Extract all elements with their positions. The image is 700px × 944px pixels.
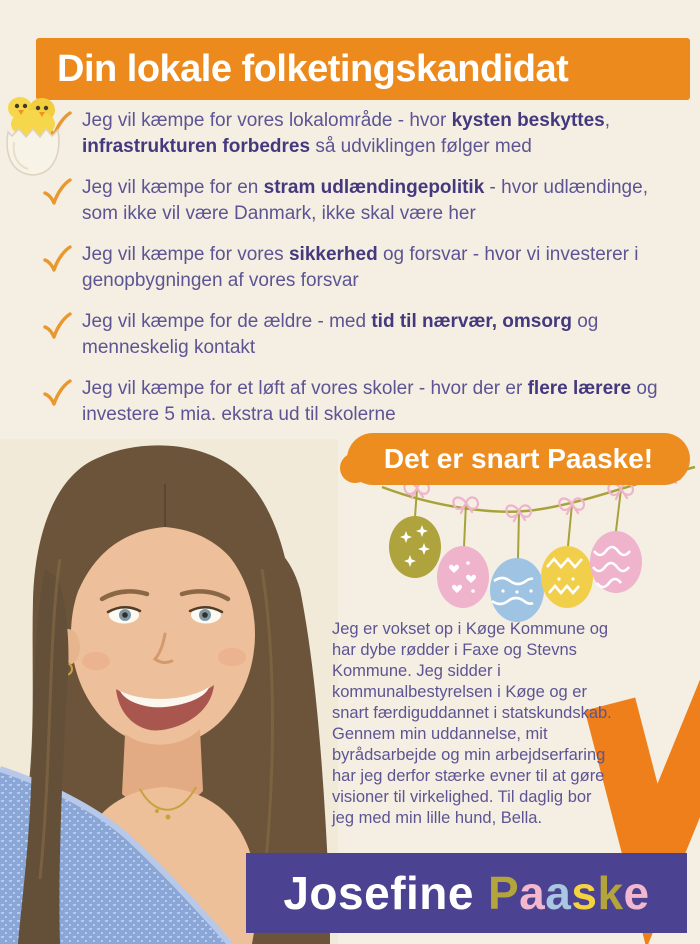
chicks-hatching-egg-icon: [0, 80, 68, 180]
bullet-text: Jeg vil kæmpe for en stram udlændingepolitik - hvor udlændinge, som ikke vil være Danmark, ikke skal være her: [82, 177, 648, 224]
bullet-item: [42, 309, 672, 361]
candidate-name: [283, 866, 649, 920]
egg-hearts-icon: [437, 546, 489, 608]
blush: [218, 648, 246, 666]
headline-banner: [36, 38, 690, 100]
egg-zigzag-icon: [541, 546, 593, 608]
bullet-text: Jeg vil kæmpe for vores lokalområde - hvor kysten beskyttes, infrastrukturen forbedres så udviklingen følger med: [82, 110, 611, 157]
check-icon: [42, 177, 72, 207]
bullet-text: Jeg vil kæmpe for de ældre - med tid til nærvær, omsorg og menneskelig kontakt: [82, 311, 599, 358]
bio-text: Jeg er vokset op i Køge Kommune og har dybe rødder i Faxe og Stevns Kommune. Jeg sidder i kommunalbestyrelsen i Køge og er snart færdiguddannet i statskundskab. Gennem min uddannelse, mit byrådsarbejde og min arbejdserfaring har jeg derfor stærke evner til at gøre visioner til virkelighed. Til daglig bor jeg med min lille hund, Bella.: [332, 620, 612, 827]
name-banner: [246, 853, 687, 933]
egg-stars-icon: [389, 516, 441, 578]
check-icon: [42, 244, 72, 274]
headline-text: Din lokale folketingskandidat: [57, 47, 569, 90]
bullet-item: [42, 242, 672, 294]
bullet-text: Jeg vil kæmpe for et løft af vores skoler - hvor der er flere lærere og investere 5 mia. ekstra ud til skolerne: [82, 378, 658, 425]
blush: [82, 652, 110, 670]
last-name-text: Paaske: [487, 867, 650, 919]
easter-badge-text: Det er snart Paaske!: [383, 443, 654, 474]
first-name-text: Josefine: [283, 867, 474, 919]
bullet-text: Jeg vil kæmpe for vores sikkerhed og forsvar - hvor vi investerer i genopbygningen af vores forsvar: [82, 244, 639, 291]
bullet-item: [42, 376, 672, 428]
bullet-list: [42, 108, 672, 428]
bullet-item: [42, 175, 672, 227]
check-icon: [42, 311, 72, 341]
egg-waves-icon: [490, 558, 544, 622]
bullet-item: [42, 108, 672, 160]
check-icon: [42, 378, 72, 408]
easter-badge: [347, 433, 690, 485]
party-v-letter: [610, 648, 700, 866]
